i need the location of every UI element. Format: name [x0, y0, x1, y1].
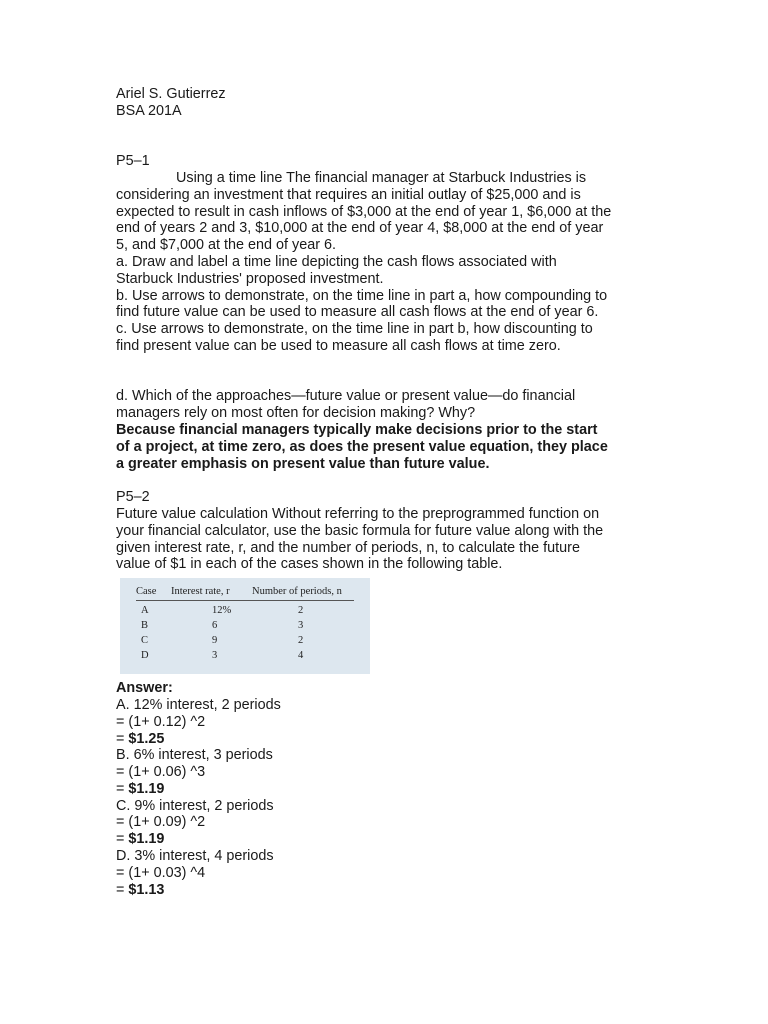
table-header-cell: Interest rate, r: [171, 586, 230, 598]
spacer: [116, 120, 656, 154]
spacer: [116, 472, 656, 489]
answer-result: [116, 882, 656, 899]
answer-case: D. 3% interest, 4 periods: [116, 848, 274, 865]
table-cell: 4: [298, 650, 304, 662]
answer-d: a greater emphasis on present value than future value.: [116, 455, 490, 472]
table-cell: 9: [212, 635, 218, 647]
table-cell: 3: [212, 650, 218, 662]
problem-text: Using a time line The financial manager at Starbuck Industries is: [176, 169, 587, 186]
problem-text: given interest rate, r, and the number of periods, n, to calculate the future: [116, 539, 580, 556]
problem-text: your financial calculator, use the basic formula for future value along with the: [116, 522, 604, 539]
answer-result: [116, 731, 656, 748]
answer-case: B. 6% interest, 3 periods: [116, 747, 273, 764]
problem-part: c. Use arrows to demonstrate, on the time line in part b, how discounting to: [116, 321, 593, 338]
problem-part: b. Use arrows to demonstrate, on the time line in part a, how compounding to: [116, 287, 608, 304]
answer-formula: = (1+ 0.09) ^2: [116, 814, 206, 831]
answer-formula: = (1+ 0.06) ^3: [116, 764, 206, 781]
table-header-cell: Case: [136, 586, 157, 598]
result-prefix: =: [116, 780, 129, 797]
result-prefix: =: [116, 881, 129, 898]
table-cell: 3: [298, 620, 304, 632]
interest-table-image: [120, 578, 370, 674]
problem-text: Future value calculation Without referring to the preprogrammed function on: [116, 505, 600, 522]
answer-d: of a project, at time zero, as does the present value equation, they place: [116, 438, 608, 455]
problem-text: end of years 2 and 3, $10,000 at the end of year 4, $8,000 at the end of year: [116, 220, 604, 237]
problem-label: P5–1: [116, 153, 150, 170]
table-row: [136, 650, 354, 663]
result-prefix: =: [116, 730, 129, 747]
answer-label: Answer:: [116, 680, 173, 697]
problem-part: Starbuck Industries' proposed investment.: [116, 270, 384, 287]
table-row: [136, 605, 354, 618]
answer-result: [116, 831, 656, 848]
table-header-cell: Number of periods, n: [252, 586, 342, 598]
table-cell: 2: [298, 605, 304, 617]
table-cell: 6: [212, 620, 218, 632]
spacer: [116, 355, 656, 389]
table-cell: 2: [298, 635, 304, 647]
author-name: Ariel S. Gutierrez: [116, 86, 226, 102]
question-d: d. Which of the approaches—future value or present value—do financial: [116, 388, 576, 405]
table-cell: B: [141, 620, 149, 632]
problem-text: expected to result in cash inflows of $3,000 at the end of year 1, $6,000 at the: [116, 203, 612, 220]
answer-case: A. 12% interest, 2 periods: [116, 696, 281, 713]
course-section: BSA 201A: [116, 102, 182, 119]
table-cell: C: [141, 635, 149, 647]
problem-text: considering an investment that requires an initial outlay of $25,000 and is: [116, 186, 581, 203]
answer-case: C. 9% interest, 2 periods: [116, 797, 274, 814]
problem-label: P5–2: [116, 489, 150, 506]
result-value: $1.19: [128, 780, 165, 797]
answer-formula: = (1+ 0.03) ^4: [116, 864, 206, 881]
table-cell: 12%: [212, 605, 232, 617]
problem-text: value of $1 in each of the cases shown in the following table.: [116, 556, 503, 573]
table-header: [136, 586, 354, 601]
problem-text: 5, and $7,000 at the end of year 6.: [116, 237, 337, 254]
table-row: [136, 635, 354, 648]
problem-part: find future value can be used to measure all cash flows at the end of year 6.: [116, 304, 599, 321]
problem-part: find present value can be used to measure all cash flows at time zero.: [116, 337, 561, 354]
question-d: managers rely on most often for decision making? Why?: [116, 405, 476, 422]
answer-result: [116, 781, 656, 798]
table-cell: D: [141, 650, 149, 662]
result-prefix: =: [116, 831, 129, 848]
answer-formula: = (1+ 0.12) ^2: [116, 713, 206, 730]
table-cell: A: [141, 605, 149, 617]
table-row: [136, 620, 354, 633]
document-page: [116, 86, 656, 898]
result-value: $1.13: [128, 881, 165, 898]
result-value: $1.19: [128, 831, 165, 848]
problem-part: a. Draw and label a time line depicting the cash flows associated with: [116, 253, 557, 270]
result-value: $1.25: [128, 730, 165, 747]
answer-d: Because financial managers typically make decisions prior to the start: [116, 421, 598, 438]
